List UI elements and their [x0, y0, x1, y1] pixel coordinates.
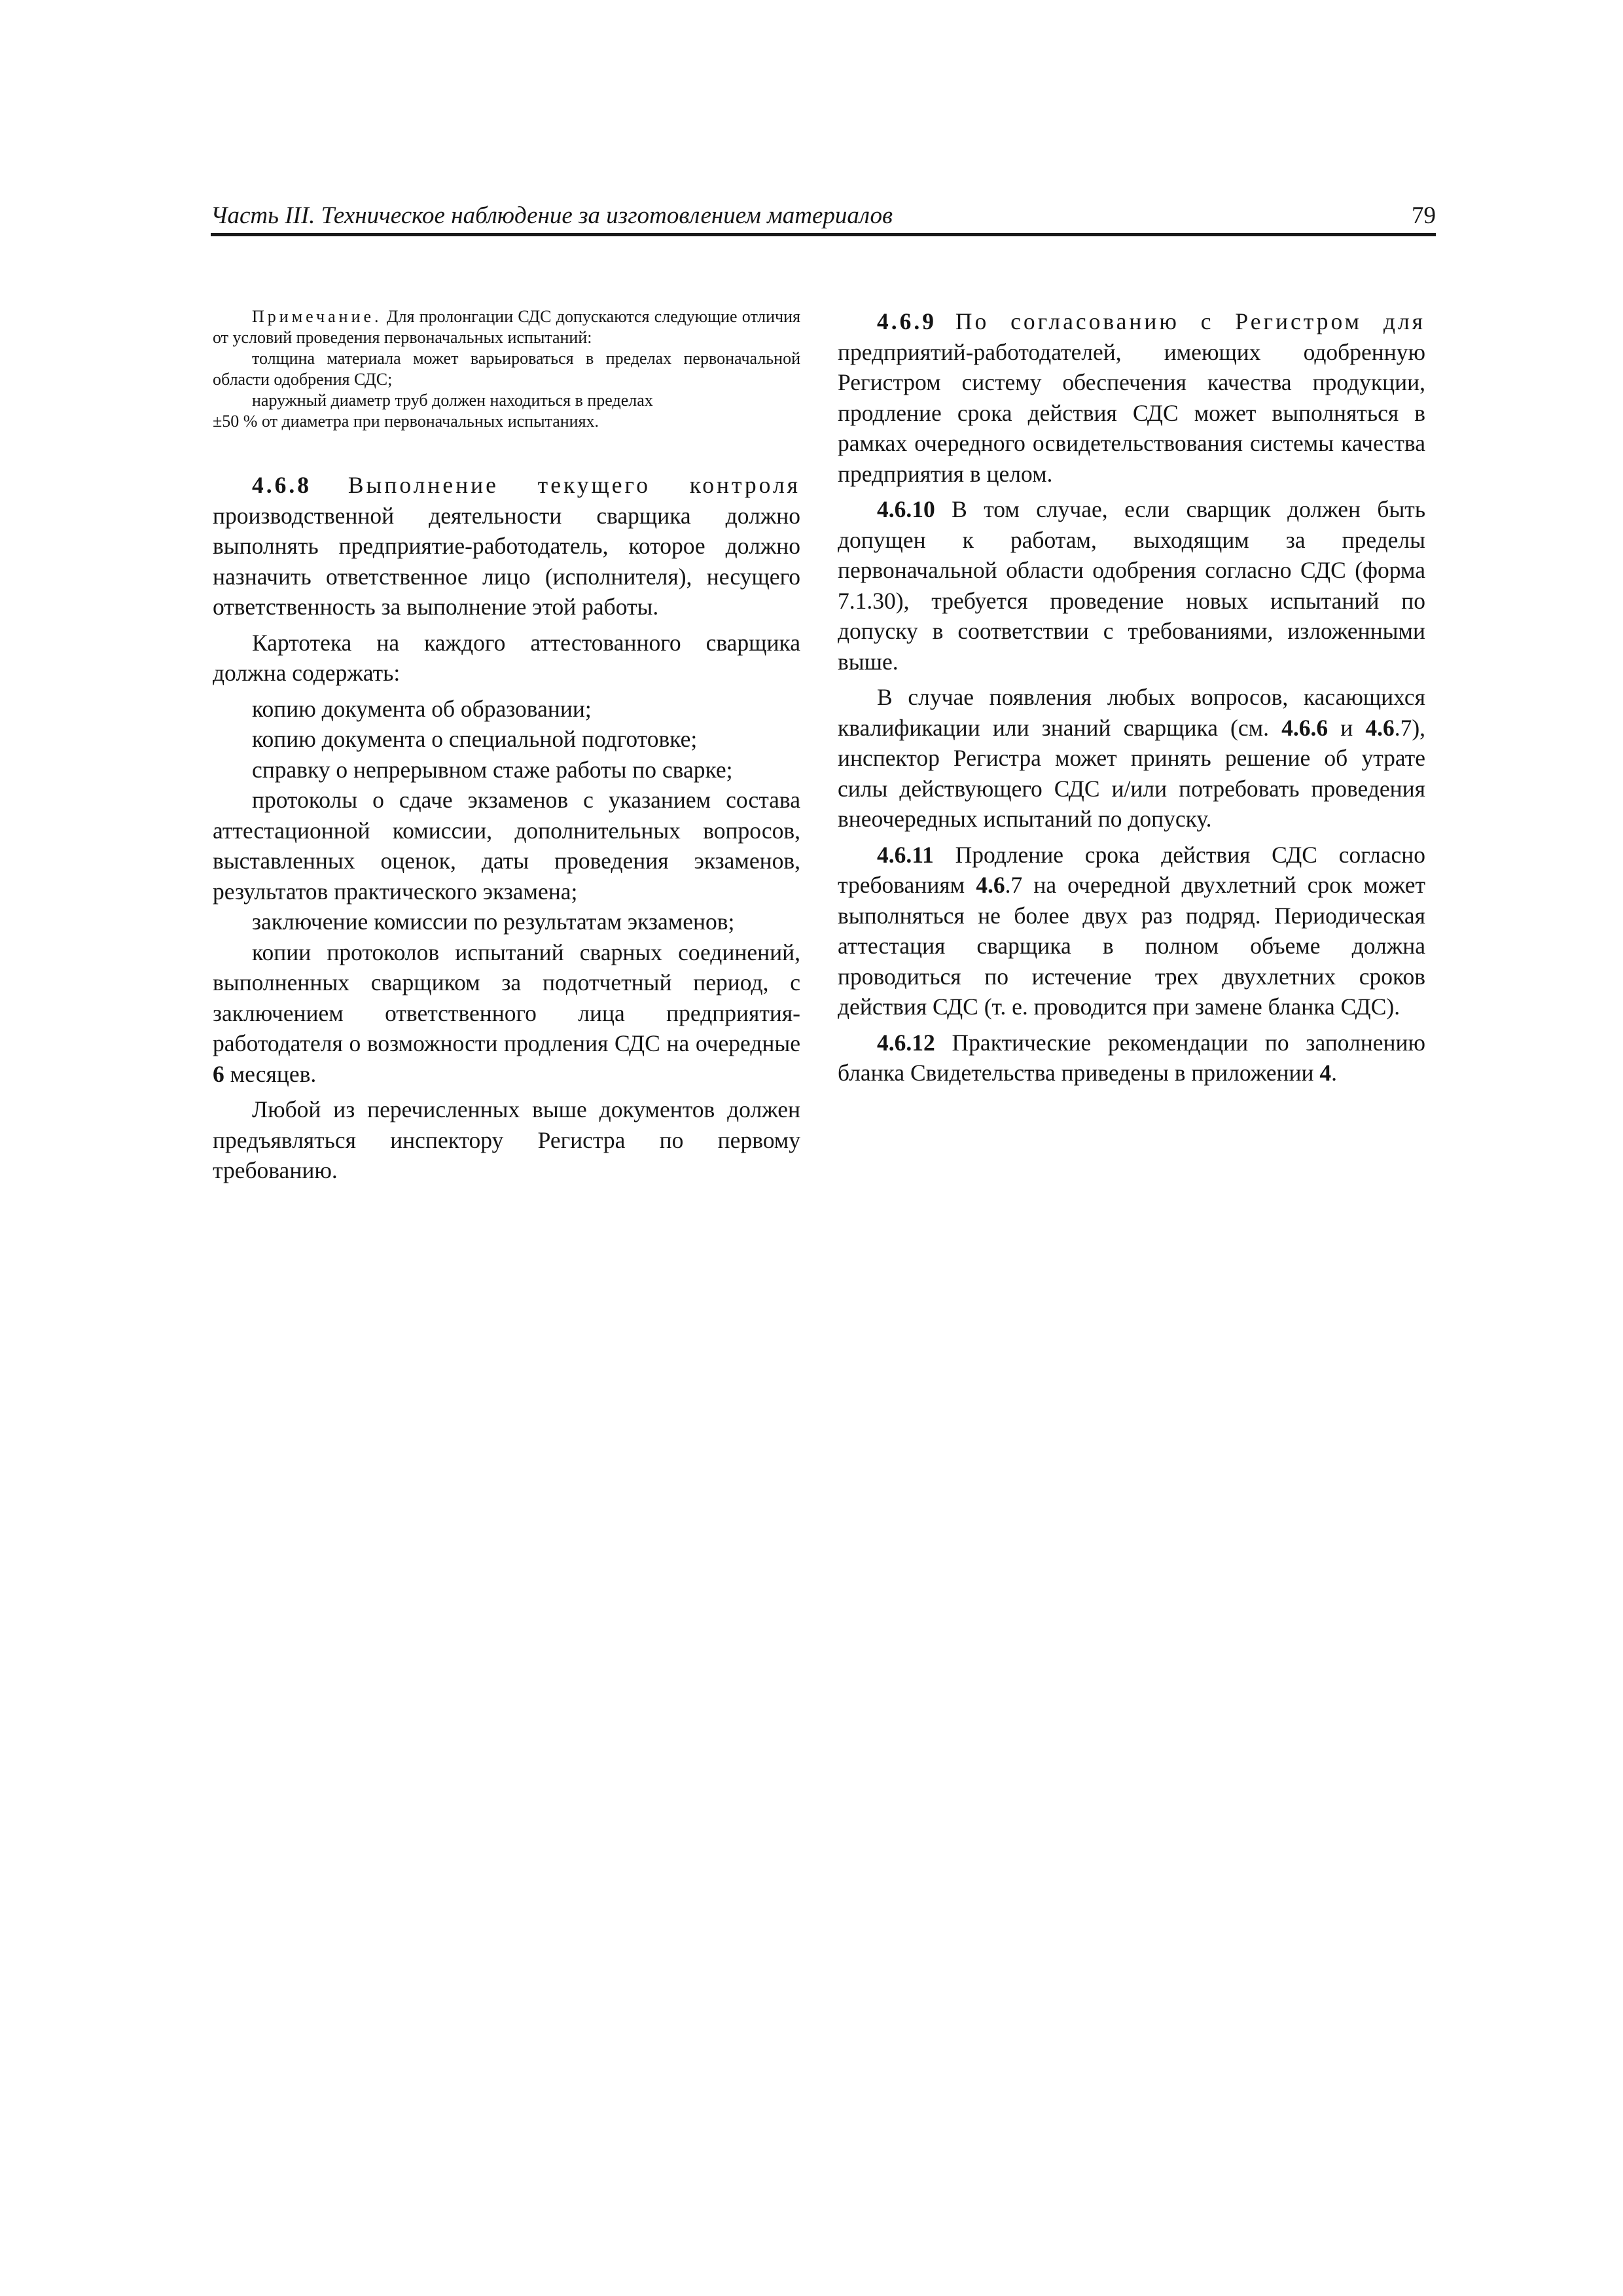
- note-intro: [213, 306, 800, 348]
- paragraph-text: .7), инспектор Регистра может принять решение об утрате силы действующего СДС и/или потребовать проведения внеочередных испытаний по допуску.: [838, 714, 1426, 832]
- running-title: Часть III. Техническое наблюдение за изготовлением материалов: [211, 202, 893, 229]
- section-number: 4.6.9: [877, 308, 936, 334]
- section-lead: По согласованию с Регистром для: [955, 308, 1425, 334]
- page-header: [211, 200, 1436, 232]
- section-number: 4.6.11: [877, 841, 934, 868]
- section-4-6-8: [213, 470, 800, 622]
- section-text: производственной деятельности сварщика должно выполнять предприятие-работодатель, которое должно назначить ответственное лицо (исполнителя), несущего ответственность за выполнение этой работы.: [213, 502, 800, 620]
- section-number: 4.6.10: [877, 496, 935, 522]
- note-block: [213, 306, 800, 432]
- list-item: справку о непрерывном стаже работы по сварке;: [252, 756, 733, 783]
- section-text: В том случае, если сварщик должен быть допущен к работам, выходящим за пределы первоначальной области одобрения согласно СДС (форма 7.1.30), требуется проведение новых испытаний по допуску в соответствии с требованиями, изложенными выше.: [838, 496, 1426, 675]
- section-text: Практические рекомендации по заполнению бланка Свидетельства приведены в приложении: [838, 1029, 1425, 1086]
- section-4-6-10: [838, 494, 1425, 677]
- paragraph-text: В случае появления любых вопросов, касающихся квалификации или знаний сварщика (см.: [838, 684, 1425, 741]
- list-item: [213, 937, 800, 1090]
- section-end: .: [1331, 1060, 1338, 1086]
- section-lead: Выполнение текущего контроля: [348, 472, 800, 498]
- section-4-6-12: [838, 1028, 1425, 1088]
- list-item-text: копии протоколов испытаний сварных соединений, выполненных сварщиком за подотчетный период, с заключением ответственного лица предприятия-работодателя о возможности продления СДС на очередные: [213, 939, 800, 1056]
- reference: 4: [1319, 1060, 1332, 1086]
- months-count: 6: [213, 1060, 224, 1087]
- section-4-6-11: [838, 840, 1425, 1022]
- section-number: 4.6.8: [252, 472, 312, 498]
- note-item: наружный диаметр труб должен находиться в пределах: [252, 391, 653, 410]
- section-text: предприятий-работодателей, имеющих одобренную Регистром систему обеспечения качества продукции, продление срока действия СДС может выполняться в рамках очередного освидетельствования системы качества предприятия в целом.: [838, 338, 1425, 487]
- page-number: 79: [1412, 202, 1436, 229]
- header-rule: [211, 233, 1436, 236]
- section-text: .7 на очередной двухлетний срок может выполняться не более двух раз подряд. Периодическая аттестация сварщика в полном объеме должна проводиться по истечение трех двухлетних сроков действия СДС (т. е. проводится при замене бланка СДС).: [838, 872, 1425, 1020]
- reference: 4.6: [1365, 714, 1395, 741]
- note-text: Для пролонгации СДС допускаются следующие отличия от условий проведения первоначальных испытаний:: [213, 307, 800, 347]
- reference: 4.6: [976, 872, 1005, 898]
- section-text: Продление срока действия СДС согласно требованиям: [838, 841, 1425, 898]
- section-number: 4.6.12: [877, 1029, 935, 1056]
- section-4-6-9: [838, 306, 1425, 489]
- paragraph-text: и: [1340, 714, 1353, 741]
- list-item: копию документа о специальной подготовке;: [252, 726, 698, 752]
- note-item-continuation: ±50 % от диаметра при первоначальных испытаниях.: [213, 412, 599, 431]
- closing-paragraph: Любой из перечисленных выше документов должен предъявляться инспектору Регистра по первому требованию.: [213, 1096, 800, 1183]
- list-item: копию документа об образовании;: [252, 695, 592, 722]
- reference: 4.6.6: [1281, 714, 1329, 741]
- questions-paragraph: [838, 682, 1425, 834]
- note-label: Примечание.: [252, 307, 382, 326]
- card-intro: Картотека на каждого аттестованного сварщика должна содержать:: [213, 629, 800, 686]
- right-column: [838, 306, 1425, 1094]
- list-item: протоколы о сдаче экзаменов с указанием состава аттестационной комиссии, дополнительных вопросов, выставленных оценок, даты проведения экзаменов, результатов практического экзамена;: [213, 787, 800, 905]
- list-item: заключение комиссии по результатам экзаменов;: [252, 908, 735, 935]
- list-item-end: месяцев.: [230, 1060, 317, 1087]
- note-item: толщина материала может варьироваться в пределах первоначальной области одобрения СДС;: [213, 349, 800, 389]
- left-column: [213, 306, 800, 1191]
